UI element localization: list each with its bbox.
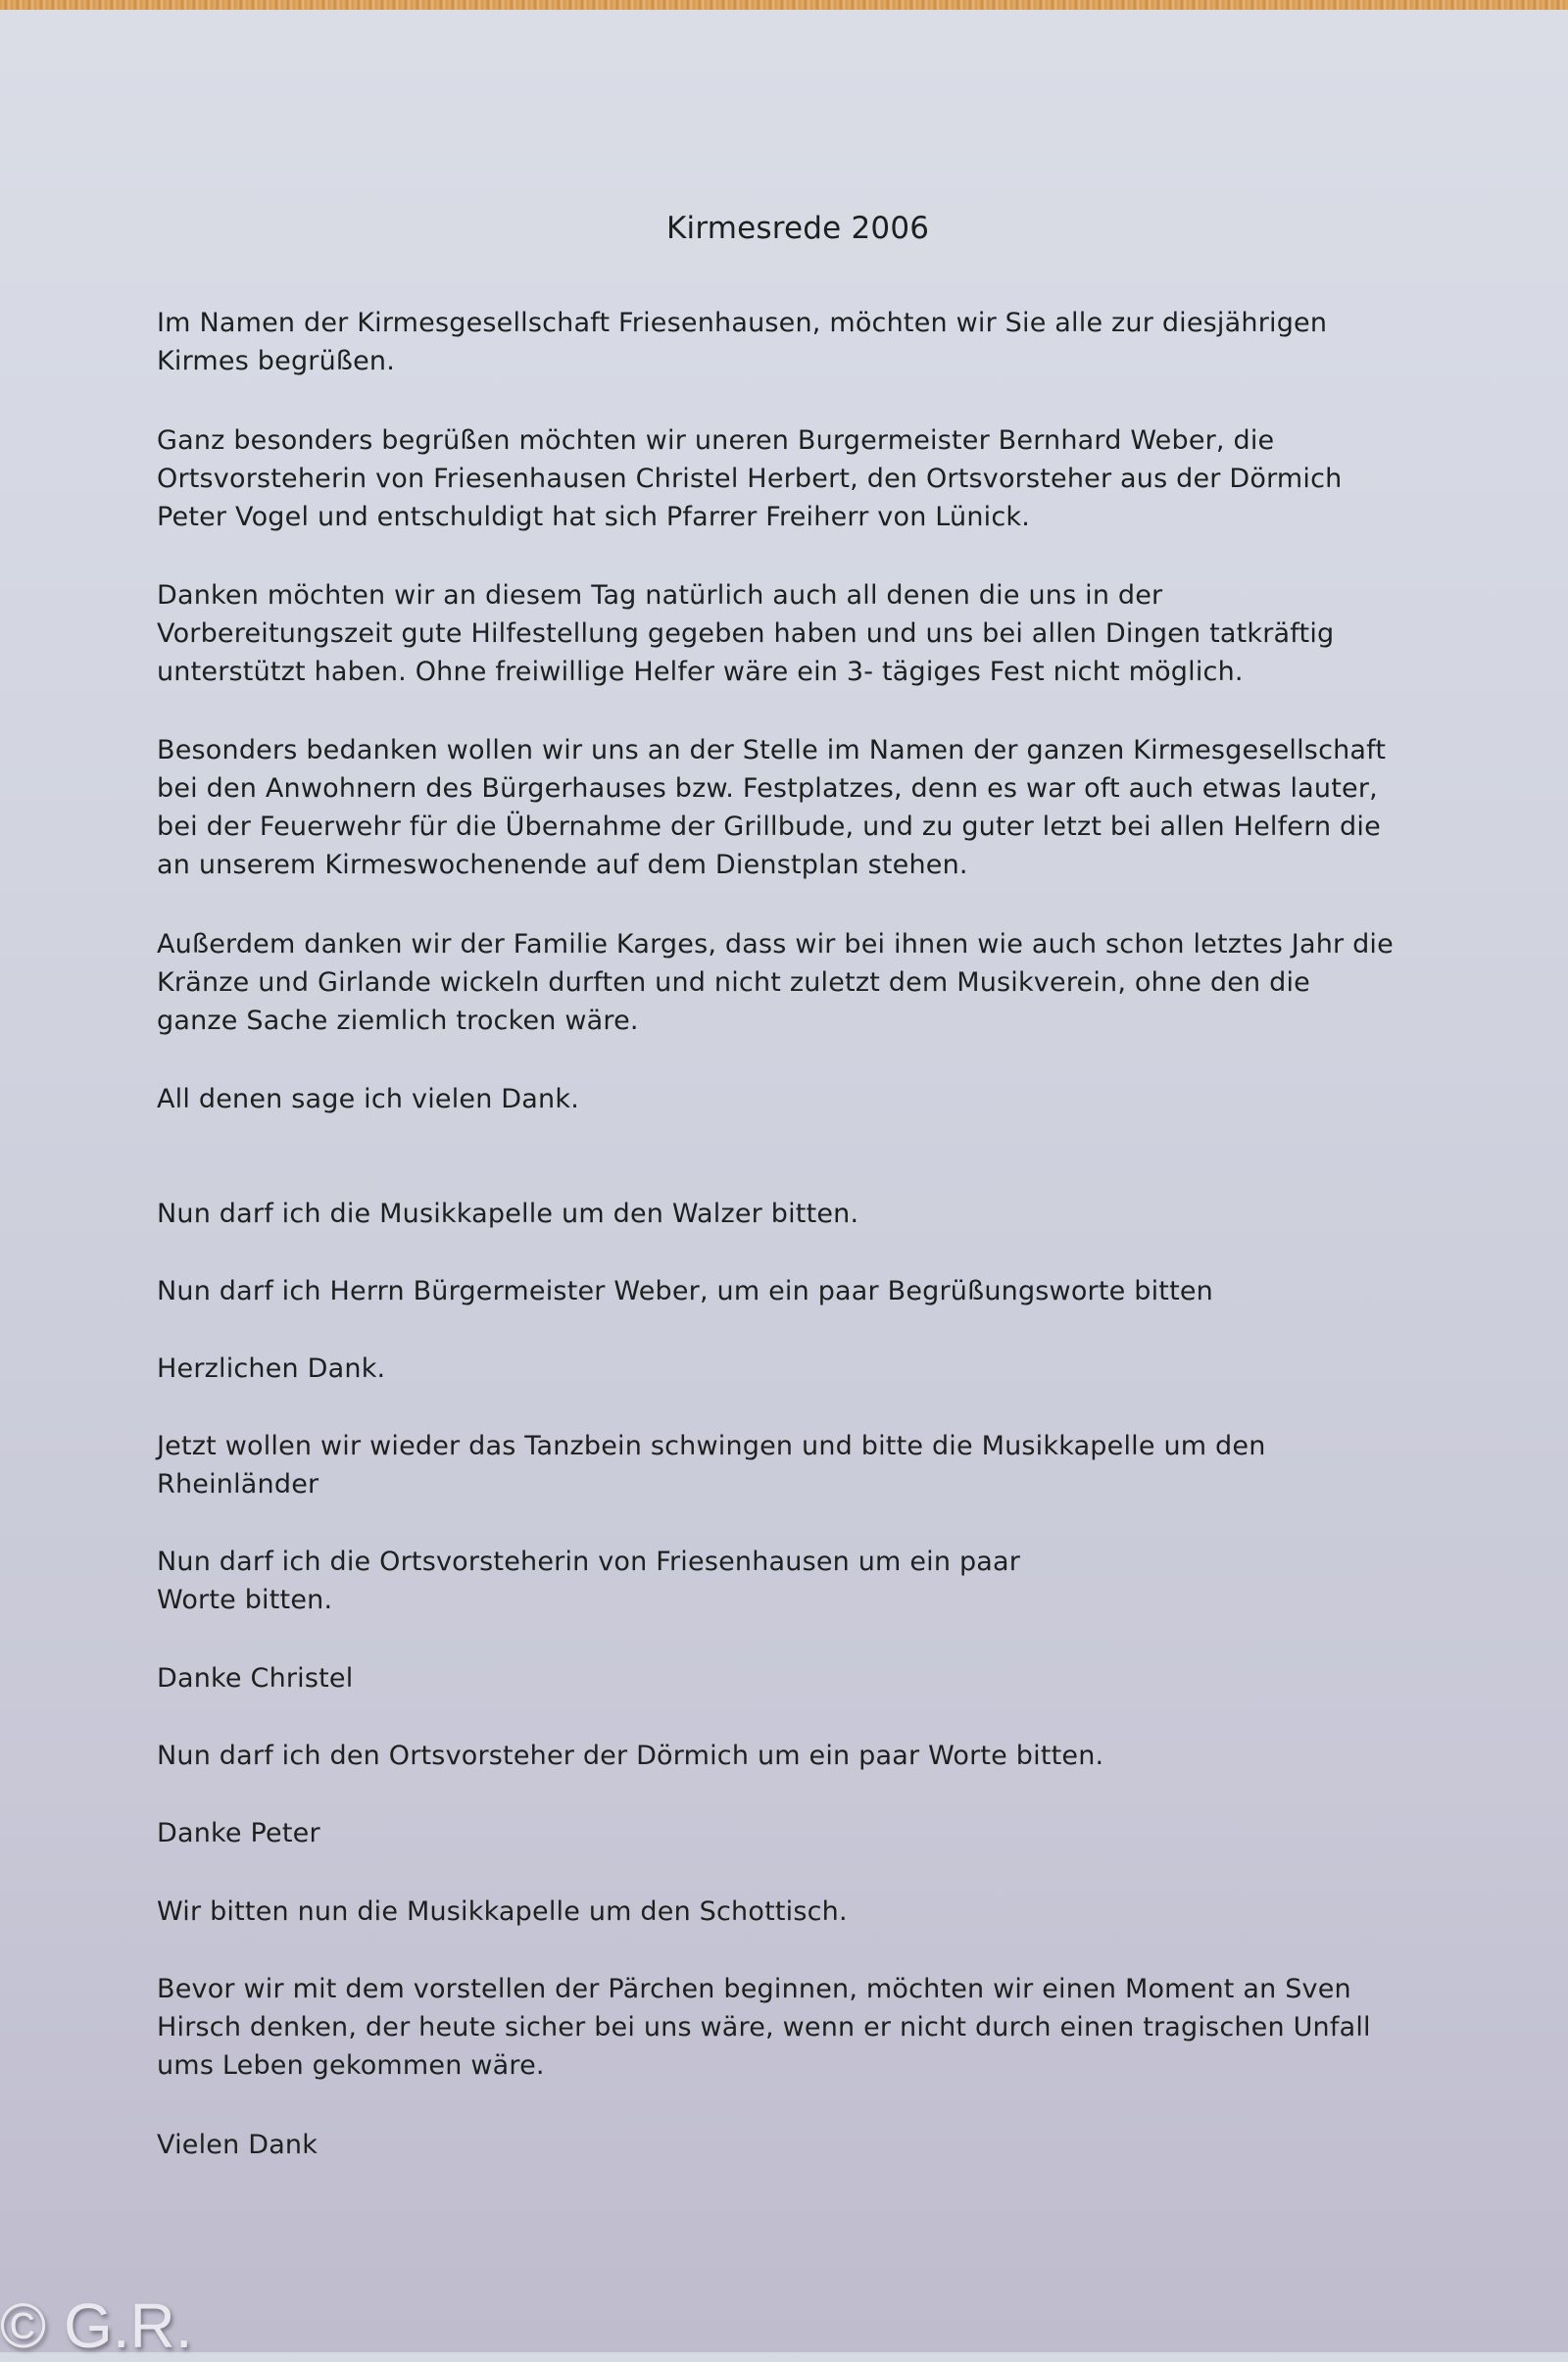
text-line: Im Namen der Kirmesgesellschaft Friesenhausen, möchten wir Sie alle zur diesjährigen [157, 308, 1328, 338]
text-line: Rheinländer [157, 1469, 319, 1500]
paragraph-rheinlaender [157, 1427, 1450, 1503]
text-line: Vielen Dank [157, 2130, 318, 2160]
text-line: All denen sage ich vielen Dank. [157, 1084, 579, 1114]
text-line: Nun darf ich die Musikkapelle um den Walzer bitten. [157, 1199, 859, 1229]
paragraph-thanks-family [157, 925, 1450, 1040]
text-line: Nun darf ich den Ortsvorsteher der Dörmich um ein paar Worte bitten. [157, 1741, 1104, 1771]
text-line: an unserem Kirmeswochenende auf dem Dienstplan stehen. [157, 850, 968, 880]
paragraph-dignitaries [157, 421, 1450, 536]
text-line: Nun darf ich Herrn Bürgermeister Weber, um ein paar Begrüßungsworte bitten [157, 1276, 1213, 1306]
text-line: bei der Feuerwehr für die Übernahme der Grillbude, und zu guter letzt bei allen Helfern die [157, 812, 1381, 842]
copyright-watermark: © G.R. [0, 2290, 193, 2361]
text-line: ganze Sache ziemlich trocken wäre. [157, 1006, 639, 1036]
paragraph-memorial [157, 1970, 1450, 2085]
wooden-table-edge [0, 0, 1568, 10]
document-title: Kirmesrede 2006 [666, 211, 930, 246]
paragraph-ortsvorsteherin [157, 1543, 1450, 1619]
text-line: Danke Peter [157, 1818, 320, 1848]
paragraph-all-thanks [157, 1080, 1450, 1118]
text-line: bei den Anwohnern des Bürgerhauses bzw. Festplatzes, denn es war oft auch etwas lauter, [157, 773, 1378, 804]
paragraph-thanks-helpers [157, 576, 1450, 691]
paragraph-mayor [157, 1272, 1450, 1310]
paragraph-vielen-dank [157, 2126, 1450, 2164]
text-line: Wir bitten nun die Musikkapelle um den Schottisch. [157, 1896, 848, 1927]
text-line: Danke Christel [157, 1663, 354, 1694]
paragraph-greeting [157, 304, 1450, 380]
text-line: Bevor wir mit dem vorstellen der Pärchen beginnen, möchten wir einen Moment an Sven [157, 1974, 1351, 2004]
text-line: Hirsch denken, der heute sicher bei uns wäre, wenn er nicht durch einen tragischen Unfall [157, 2012, 1371, 2042]
paragraph-ortsvorsteher [157, 1737, 1450, 1775]
text-line: Kränze und Girlande wickeln durften und nicht zuletzt dem Musikverein, ohne den die [157, 967, 1310, 998]
text-line: Kirmes begrüßen. [157, 346, 396, 376]
paragraph-herzlichen-dank [157, 1350, 1450, 1388]
text-line: Nun darf ich die Ortsvorsteherin von Friesenhausen um ein paar [157, 1547, 1021, 1577]
text-line: unterstützt haben. Ohne freiwillige Helfer wäre ein 3- tägiges Fest nicht möglich. [157, 657, 1244, 687]
text-line: Worte bitten. [157, 1585, 333, 1615]
text-line: Jetzt wollen wir wieder das Tanzbein schwingen und bitte die Musikkapelle um den [157, 1431, 1266, 1461]
text-line: Außerdem danken wir der Familie Karges, dass wir bei ihnen wie auch schon letztes Jahr die [157, 929, 1394, 960]
text-line: Peter Vogel und entschuldigt hat sich Pfarrer Freiherr von Lünick. [157, 502, 1031, 532]
text-line: Vorbereitungszeit gute Hilfestellung gegeben haben und uns bei allen Dingen tatkräftig [157, 618, 1335, 649]
text-line: Ortsvorsteherin von Friesenhausen Christel Herbert, den Ortsvorsteher aus der Dörmich [157, 464, 1343, 494]
paragraph-thanks-residents [157, 731, 1450, 884]
text-line: ums Leben gekommen wäre. [157, 2050, 545, 2081]
paragraph-walzer [157, 1195, 1450, 1233]
paragraph-schottisch [157, 1893, 1450, 1931]
paper-sheet [0, 10, 1568, 2352]
paragraph-danke-peter [157, 1814, 1450, 1852]
text-line: Ganz besonders begrüßen möchten wir uneren Burgermeister Bernhard Weber, die [157, 425, 1275, 456]
text-line: Danken möchten wir an diesem Tag natürlich auch all denen die uns in der [157, 580, 1163, 611]
paragraph-danke-christel [157, 1659, 1450, 1698]
text-line: Herzlichen Dank. [157, 1353, 386, 1384]
text-line: Besonders bedanken wollen wir uns an der Stelle im Namen der ganzen Kirmesgesellschaft [157, 735, 1387, 765]
